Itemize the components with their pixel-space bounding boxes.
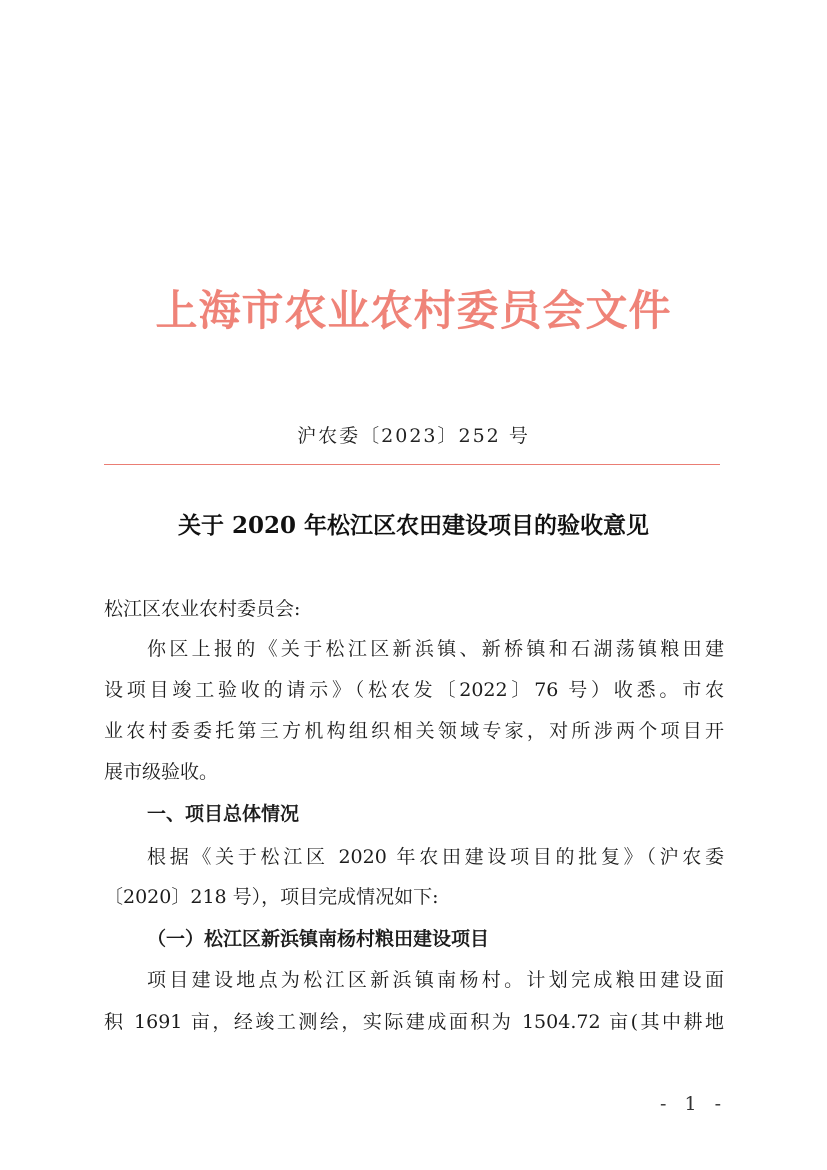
paragraph-line: 设项目竣工验收的请示》（松农发〔2022〕76 号）收悉。市农 [104,679,724,701]
paragraph-line: 积 1691 亩，经竣工测绘，实际建成面积为 1504.72 亩(其中耕地 [104,1011,724,1033]
paragraph-line: 你区上报的《关于松江区新浜镇、新桥镇和石湖荡镇粮田建 [147,638,724,660]
page-number: - 1 - [660,1093,728,1115]
document-title: 关于 2020 年松江区农田建设项目的验收意见 [177,512,650,539]
section-heading: 一、项目总体情况 [147,803,300,825]
subsection-heading: （一）松江区新浜镇南杨村粮田建设项目 [147,928,490,950]
addressee-line: 松江区农业农村委员会: [104,598,301,620]
paragraph-line: 根据《关于松江区 2020 年农田建设项目的批复》（沪农委 [147,846,724,868]
paragraph-line: 项目建设地点为松江区新浜镇南杨村。计划完成粮田建设面 [147,969,724,991]
paragraph-line: 业农村委委托第三方机构组织相关领域专家，对所涉两个项目开 [104,720,724,742]
paragraph-line: 展市级验收。 [104,761,219,783]
document-number: 沪农委〔2023〕252 号 [297,425,530,447]
header-divider [104,464,720,465]
paragraph-line: 〔2020〕218 号），项目完成情况如下: [104,886,439,908]
issuer-header-title: 上海市农业农村委员会文件 [155,286,672,335]
